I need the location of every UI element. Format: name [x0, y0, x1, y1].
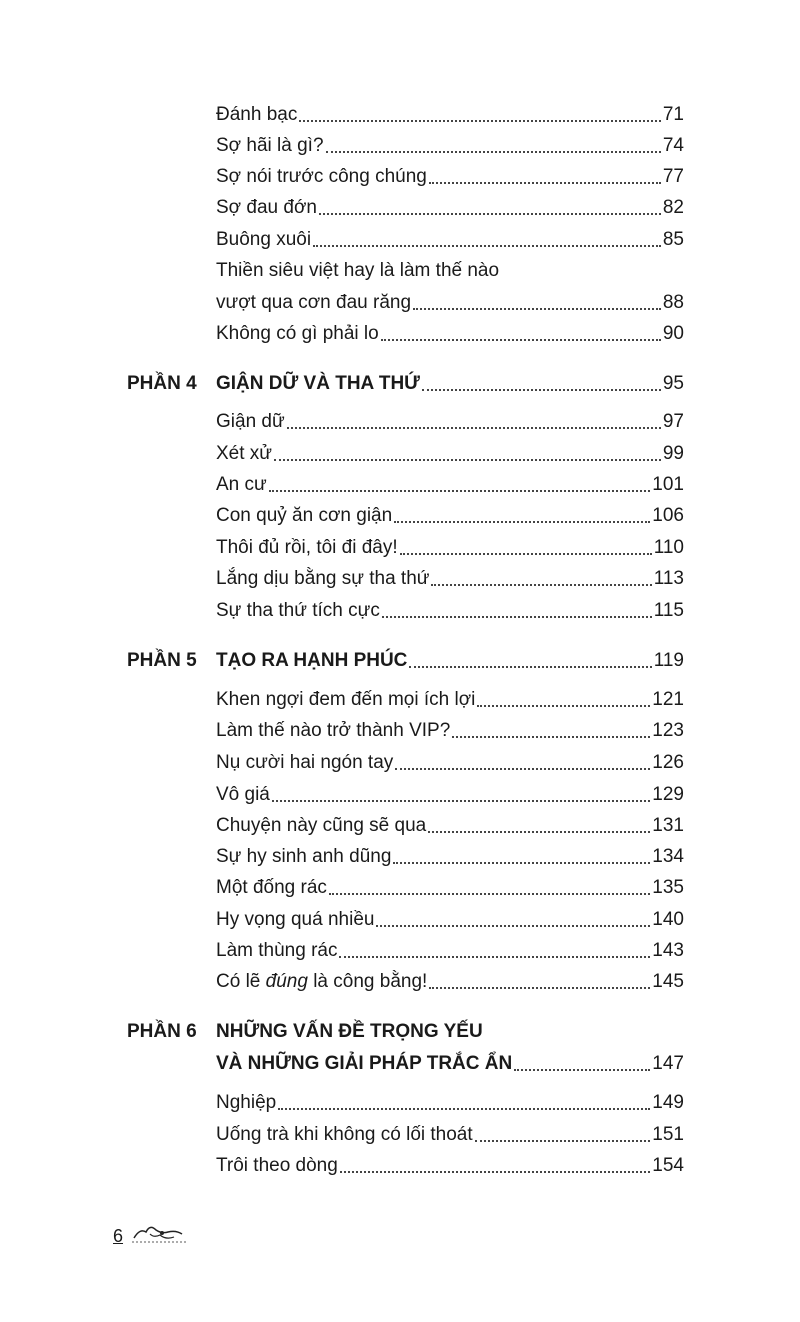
leader-dots	[452, 736, 650, 738]
toc-entry-label: Thiền siêu việt hay là làm thế nào	[216, 260, 500, 281]
toc-entry[interactable]	[216, 436, 684, 466]
toc-entry-label: Không có gì phải lo	[216, 323, 379, 344]
toc-entry-page: 85	[662, 229, 684, 250]
toc-entry-page: 121	[652, 689, 684, 710]
toc-entry[interactable]	[216, 498, 684, 528]
toc-entry[interactable]	[216, 530, 684, 560]
toc-entry-label: Khen ngợi đem đến mọi ích lợi	[216, 689, 476, 710]
toc-entry[interactable]	[216, 1085, 684, 1115]
toc-entry-label: Con quỷ ăn cơn giận	[216, 505, 393, 526]
toc-entry[interactable]	[216, 777, 684, 807]
toc-entry-page: 82	[662, 197, 684, 218]
toc-entry[interactable]	[216, 285, 684, 315]
toc-entry-page: 149	[652, 1092, 684, 1113]
leader-dots	[477, 705, 650, 707]
toc-entry-page: 101	[652, 474, 684, 495]
leader-dots	[339, 956, 650, 958]
toc-entry-label: Trôi theo dòng	[216, 1155, 338, 1176]
leader-dots	[376, 925, 650, 927]
toc-entry-label: Một đống rác	[216, 877, 327, 898]
toc-entry-page: 88	[662, 292, 684, 313]
toc-entry[interactable]	[216, 190, 684, 220]
page-number: 6	[113, 1226, 124, 1246]
toc-entry-label: An cư	[216, 474, 267, 495]
leader-dots	[429, 182, 661, 184]
toc-entry-page: 123	[652, 720, 684, 741]
toc-entry[interactable]	[216, 159, 684, 189]
toc-entry[interactable]	[216, 222, 684, 252]
leader-dots	[431, 584, 651, 586]
label-pre: Có lẽ	[216, 971, 266, 992]
toc-entry[interactable]	[216, 902, 684, 932]
leader-dots	[475, 1140, 651, 1142]
toc-entry-page: 106	[652, 505, 684, 526]
toc-entry-page: 99	[662, 443, 684, 464]
leader-dots	[319, 213, 661, 215]
leader-dots	[409, 666, 651, 668]
toc-entry[interactable]	[216, 964, 684, 994]
leader-dots	[429, 987, 650, 989]
part-heading[interactable]	[216, 643, 684, 673]
leader-dots	[326, 151, 661, 153]
leader-dots	[394, 521, 650, 523]
toc-entry-label: Đánh bạc	[216, 104, 298, 125]
part-title: TẠO RA HẠNH PHÚC	[216, 650, 408, 671]
toc-entry-label: Sợ nói trước công chúng	[216, 166, 427, 187]
leader-dots	[274, 459, 661, 461]
toc-entry[interactable]	[216, 561, 684, 591]
toc-entry-label: Giận dữ	[216, 411, 285, 432]
toc-entry-label: Thôi đủ rồi, tôi đi đây!	[216, 537, 398, 558]
toc-entry-label: Làm thế nào trở thành VIP?	[216, 720, 451, 741]
toc-entry-label: Vô giá	[216, 784, 270, 805]
leader-dots	[514, 1069, 650, 1071]
leader-dots	[269, 490, 651, 492]
toc-entry[interactable]	[216, 870, 684, 900]
toc-entry-label: Nghiệp	[216, 1092, 277, 1113]
toc-entry-page: 97	[662, 411, 684, 432]
toc-entry[interactable]	[216, 745, 684, 775]
toc-entry-label: Sự tha thứ tích cực	[216, 600, 380, 621]
toc-entry-page: 113	[653, 568, 684, 589]
toc-entry[interactable]	[216, 316, 684, 346]
part-page: 147	[652, 1053, 684, 1074]
toc-entry[interactable]	[216, 404, 684, 434]
leader-dots	[382, 616, 652, 618]
toc-entry[interactable]	[216, 933, 684, 963]
toc-entry[interactable]	[216, 593, 684, 623]
leader-dots	[422, 389, 661, 391]
toc-entry-label: Xét xử	[216, 443, 273, 464]
leader-dots	[413, 308, 661, 310]
leader-dots	[313, 245, 661, 247]
toc-entry[interactable]	[216, 467, 684, 497]
part-page: 119	[653, 650, 684, 671]
toc-entry-page: 115	[653, 600, 684, 621]
toc-entry-line1[interactable]	[216, 253, 684, 283]
label-emphasis: đúng	[265, 971, 308, 992]
leader-dots	[395, 768, 650, 770]
leader-dots	[329, 893, 650, 895]
toc-entry-page: 110	[653, 537, 684, 558]
toc-entry-label: vượt qua cơn đau răng	[216, 292, 412, 313]
leader-dots	[272, 800, 650, 802]
toc-entry-page: 126	[652, 752, 684, 773]
leader-dots	[340, 1171, 650, 1173]
label-post: là công bằng!	[307, 971, 428, 992]
toc-entry-page: 131	[652, 815, 684, 836]
toc-entry-label: Uống trà khi không có lối thoát	[216, 1124, 473, 1145]
toc-entry-page: 129	[652, 784, 684, 805]
toc-entry[interactable]	[216, 128, 684, 158]
part-heading[interactable]	[216, 366, 684, 396]
toc-entry-page: 135	[652, 877, 684, 898]
toc-entry[interactable]	[216, 97, 684, 127]
leader-dots	[400, 553, 652, 555]
toc-entry-label: Sợ hãi là gì?	[216, 135, 324, 156]
toc-entry-label: Nụ cười hai ngón tay	[216, 752, 394, 773]
leader-dots	[428, 831, 650, 833]
part-heading[interactable]	[216, 1046, 684, 1076]
leader-dots	[278, 1108, 650, 1110]
ornament-icon	[132, 1220, 192, 1244]
toc-entry-label: Hy vọng quá nhiều	[216, 909, 375, 930]
leader-dots	[393, 862, 650, 864]
part-title-line2: VÀ NHỮNG GIẢI PHÁP TRẮC ẨN	[216, 1053, 513, 1074]
toc-entry-label: Sự hy sinh anh dũng	[216, 846, 392, 867]
part-title: GIẬN DỮ VÀ THA THỨ	[216, 373, 420, 394]
leader-dots	[299, 120, 661, 122]
toc-entry-page: 151	[652, 1124, 684, 1145]
toc-entry-page: 154	[652, 1155, 684, 1176]
toc-entry[interactable]	[216, 682, 684, 712]
toc-entry-label: Sợ đau đớn	[216, 197, 317, 218]
leader-dots	[381, 339, 661, 341]
toc-entry-label	[216, 970, 427, 994]
toc-entry-page: 140	[652, 909, 684, 930]
part-number: PHẦN 5	[127, 650, 197, 671]
toc-entry[interactable]	[216, 713, 684, 743]
toc-entry[interactable]	[216, 1117, 684, 1147]
toc-entry[interactable]	[216, 808, 684, 838]
toc-entry[interactable]	[216, 839, 684, 869]
toc-entry-page: 145	[652, 971, 684, 992]
toc-entry-page: 90	[662, 323, 684, 344]
toc-entry-label: Làm thùng rác	[216, 940, 338, 961]
toc-entry-label: Lắng dịu bằng sự tha thứ	[216, 568, 430, 589]
toc-entry-page: 134	[652, 846, 684, 867]
toc-entry[interactable]	[216, 1148, 684, 1178]
toc-entry-label: Buông xuôi	[216, 229, 312, 250]
toc-entry-label: Chuyện này cũng sẽ qua	[216, 815, 427, 836]
part-number: PHẦN 4	[127, 373, 197, 394]
part-title-line1: NHỮNG VẤN ĐỀ TRỌNG YẾU	[216, 1021, 483, 1042]
toc-entry-page: 77	[662, 166, 684, 187]
part-page: 95	[662, 373, 684, 394]
toc-entry-page: 143	[652, 940, 684, 961]
part-heading-line1[interactable]	[216, 1014, 684, 1044]
toc-entry-page: 74	[662, 135, 684, 156]
leader-dots	[287, 427, 661, 429]
toc-entry-page: 71	[662, 104, 684, 125]
part-number: PHẦN 6	[127, 1021, 197, 1042]
